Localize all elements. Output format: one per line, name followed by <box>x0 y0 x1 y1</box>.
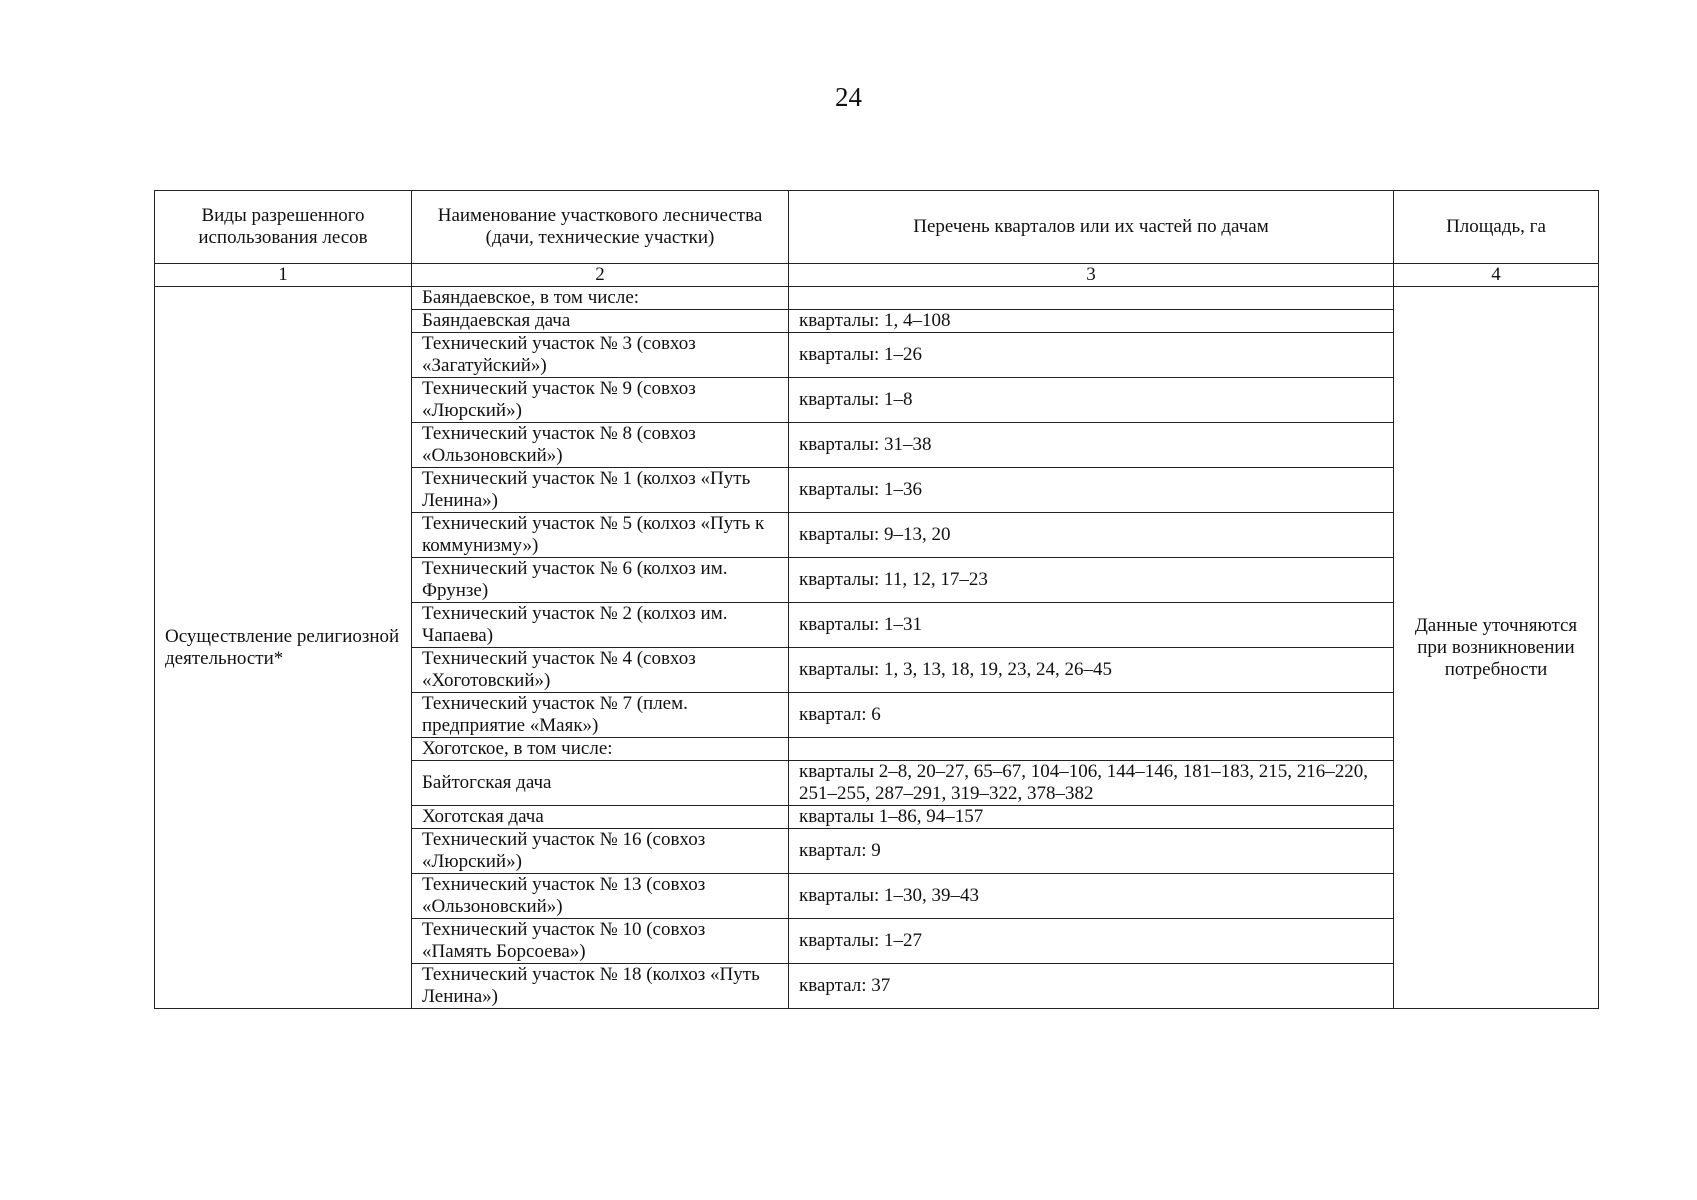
header-forestry-name: Наименование участкового лесничества (дачи, технические участки) <box>412 191 789 264</box>
quarters-cell: кварталы: 1–26 <box>789 333 1394 378</box>
quarters-cell: кварталы: 1–30, 39–43 <box>789 874 1394 919</box>
column-number-row <box>155 264 1599 287</box>
forestry-name-cell: Технический участок № 8 (совхоз «Ользоновский») <box>412 423 789 468</box>
forestry-name-cell: Хоготская дача <box>412 806 789 829</box>
quarters-cell: кварталы 1–86, 94–157 <box>789 806 1394 829</box>
column-number: 1 <box>155 264 412 287</box>
forestry-name-cell: Технический участок № 5 (колхоз «Путь к коммунизму») <box>412 513 789 558</box>
forestry-name-cell: Баяндаевская дача <box>412 310 789 333</box>
forestry-name-cell: Технический участок № 1 (колхоз «Путь Ленина») <box>412 468 789 513</box>
forestry-name-cell: Баяндаевское, в том числе: <box>412 287 789 310</box>
forestry-name-cell: Технический участок № 3 (совхоз «Загатуйский») <box>412 333 789 378</box>
forestry-name-cell: Байтогская дача <box>412 761 789 806</box>
quarters-cell: кварталы: 1–8 <box>789 378 1394 423</box>
forestry-name-cell: Технический участок № 18 (колхоз «Путь Ленина») <box>412 964 789 1009</box>
column-number: 4 <box>1394 264 1599 287</box>
header-quarters-list: Перечень кварталов или их частей по дачам <box>789 191 1394 264</box>
usage-purpose-cell: Осуществление религиозной деятельности* <box>155 287 412 1009</box>
quarters-cell: кварталы: 9–13, 20 <box>789 513 1394 558</box>
quarters-cell <box>789 287 1394 310</box>
quarters-cell: кварталы: 1, 4–108 <box>789 310 1394 333</box>
quarters-cell: кварталы: 1–31 <box>789 603 1394 648</box>
quarters-cell: кварталы: 1, 3, 13, 18, 19, 23, 24, 26–45 <box>789 648 1394 693</box>
quarters-cell: квартал: 9 <box>789 829 1394 874</box>
quarters-cell: кварталы: 1–27 <box>789 919 1394 964</box>
table-row <box>155 287 1599 310</box>
quarters-cell: квартал: 6 <box>789 693 1394 738</box>
quarters-cell: кварталы 2–8, 20–27, 65–67, 104–106, 144–146, 181–183, 215, 216–220, 251–255, 287–291, 319–322, 378–382 <box>789 761 1394 806</box>
table-header-row <box>155 191 1599 264</box>
forestry-name-cell: Технический участок № 9 (совхоз «Люрский») <box>412 378 789 423</box>
header-usage-type: Виды разрешенного использования лесов <box>155 191 412 264</box>
forestry-name-cell: Хоготское, в том числе: <box>412 738 789 761</box>
forestry-name-cell: Технический участок № 4 (совхоз «Хоготовский») <box>412 648 789 693</box>
forest-use-table <box>154 190 1599 1009</box>
forestry-name-cell: Технический участок № 2 (колхоз им. Чапаева) <box>412 603 789 648</box>
forestry-name-cell: Технический участок № 16 (совхоз «Люрский») <box>412 829 789 874</box>
forestry-name-cell: Технический участок № 13 (совхоз «Ользоновский») <box>412 874 789 919</box>
forestry-name-cell: Технический участок № 10 (совхоз «Память Борсоева») <box>412 919 789 964</box>
quarters-cell: квартал: 37 <box>789 964 1394 1009</box>
forestry-name-cell: Технический участок № 7 (плем. предприятие «Маяк») <box>412 693 789 738</box>
quarters-cell: кварталы: 11, 12, 17–23 <box>789 558 1394 603</box>
column-number: 2 <box>412 264 789 287</box>
quarters-cell: кварталы: 31–38 <box>789 423 1394 468</box>
forestry-name-cell: Технический участок № 6 (колхоз им. Фрунзе) <box>412 558 789 603</box>
quarters-cell <box>789 738 1394 761</box>
column-number: 3 <box>789 264 1394 287</box>
page-number: 24 <box>835 82 862 112</box>
area-cell: Данные уточняются при возникновении потребности <box>1394 287 1599 1009</box>
quarters-cell: кварталы: 1–36 <box>789 468 1394 513</box>
header-area: Площадь, га <box>1394 191 1599 264</box>
